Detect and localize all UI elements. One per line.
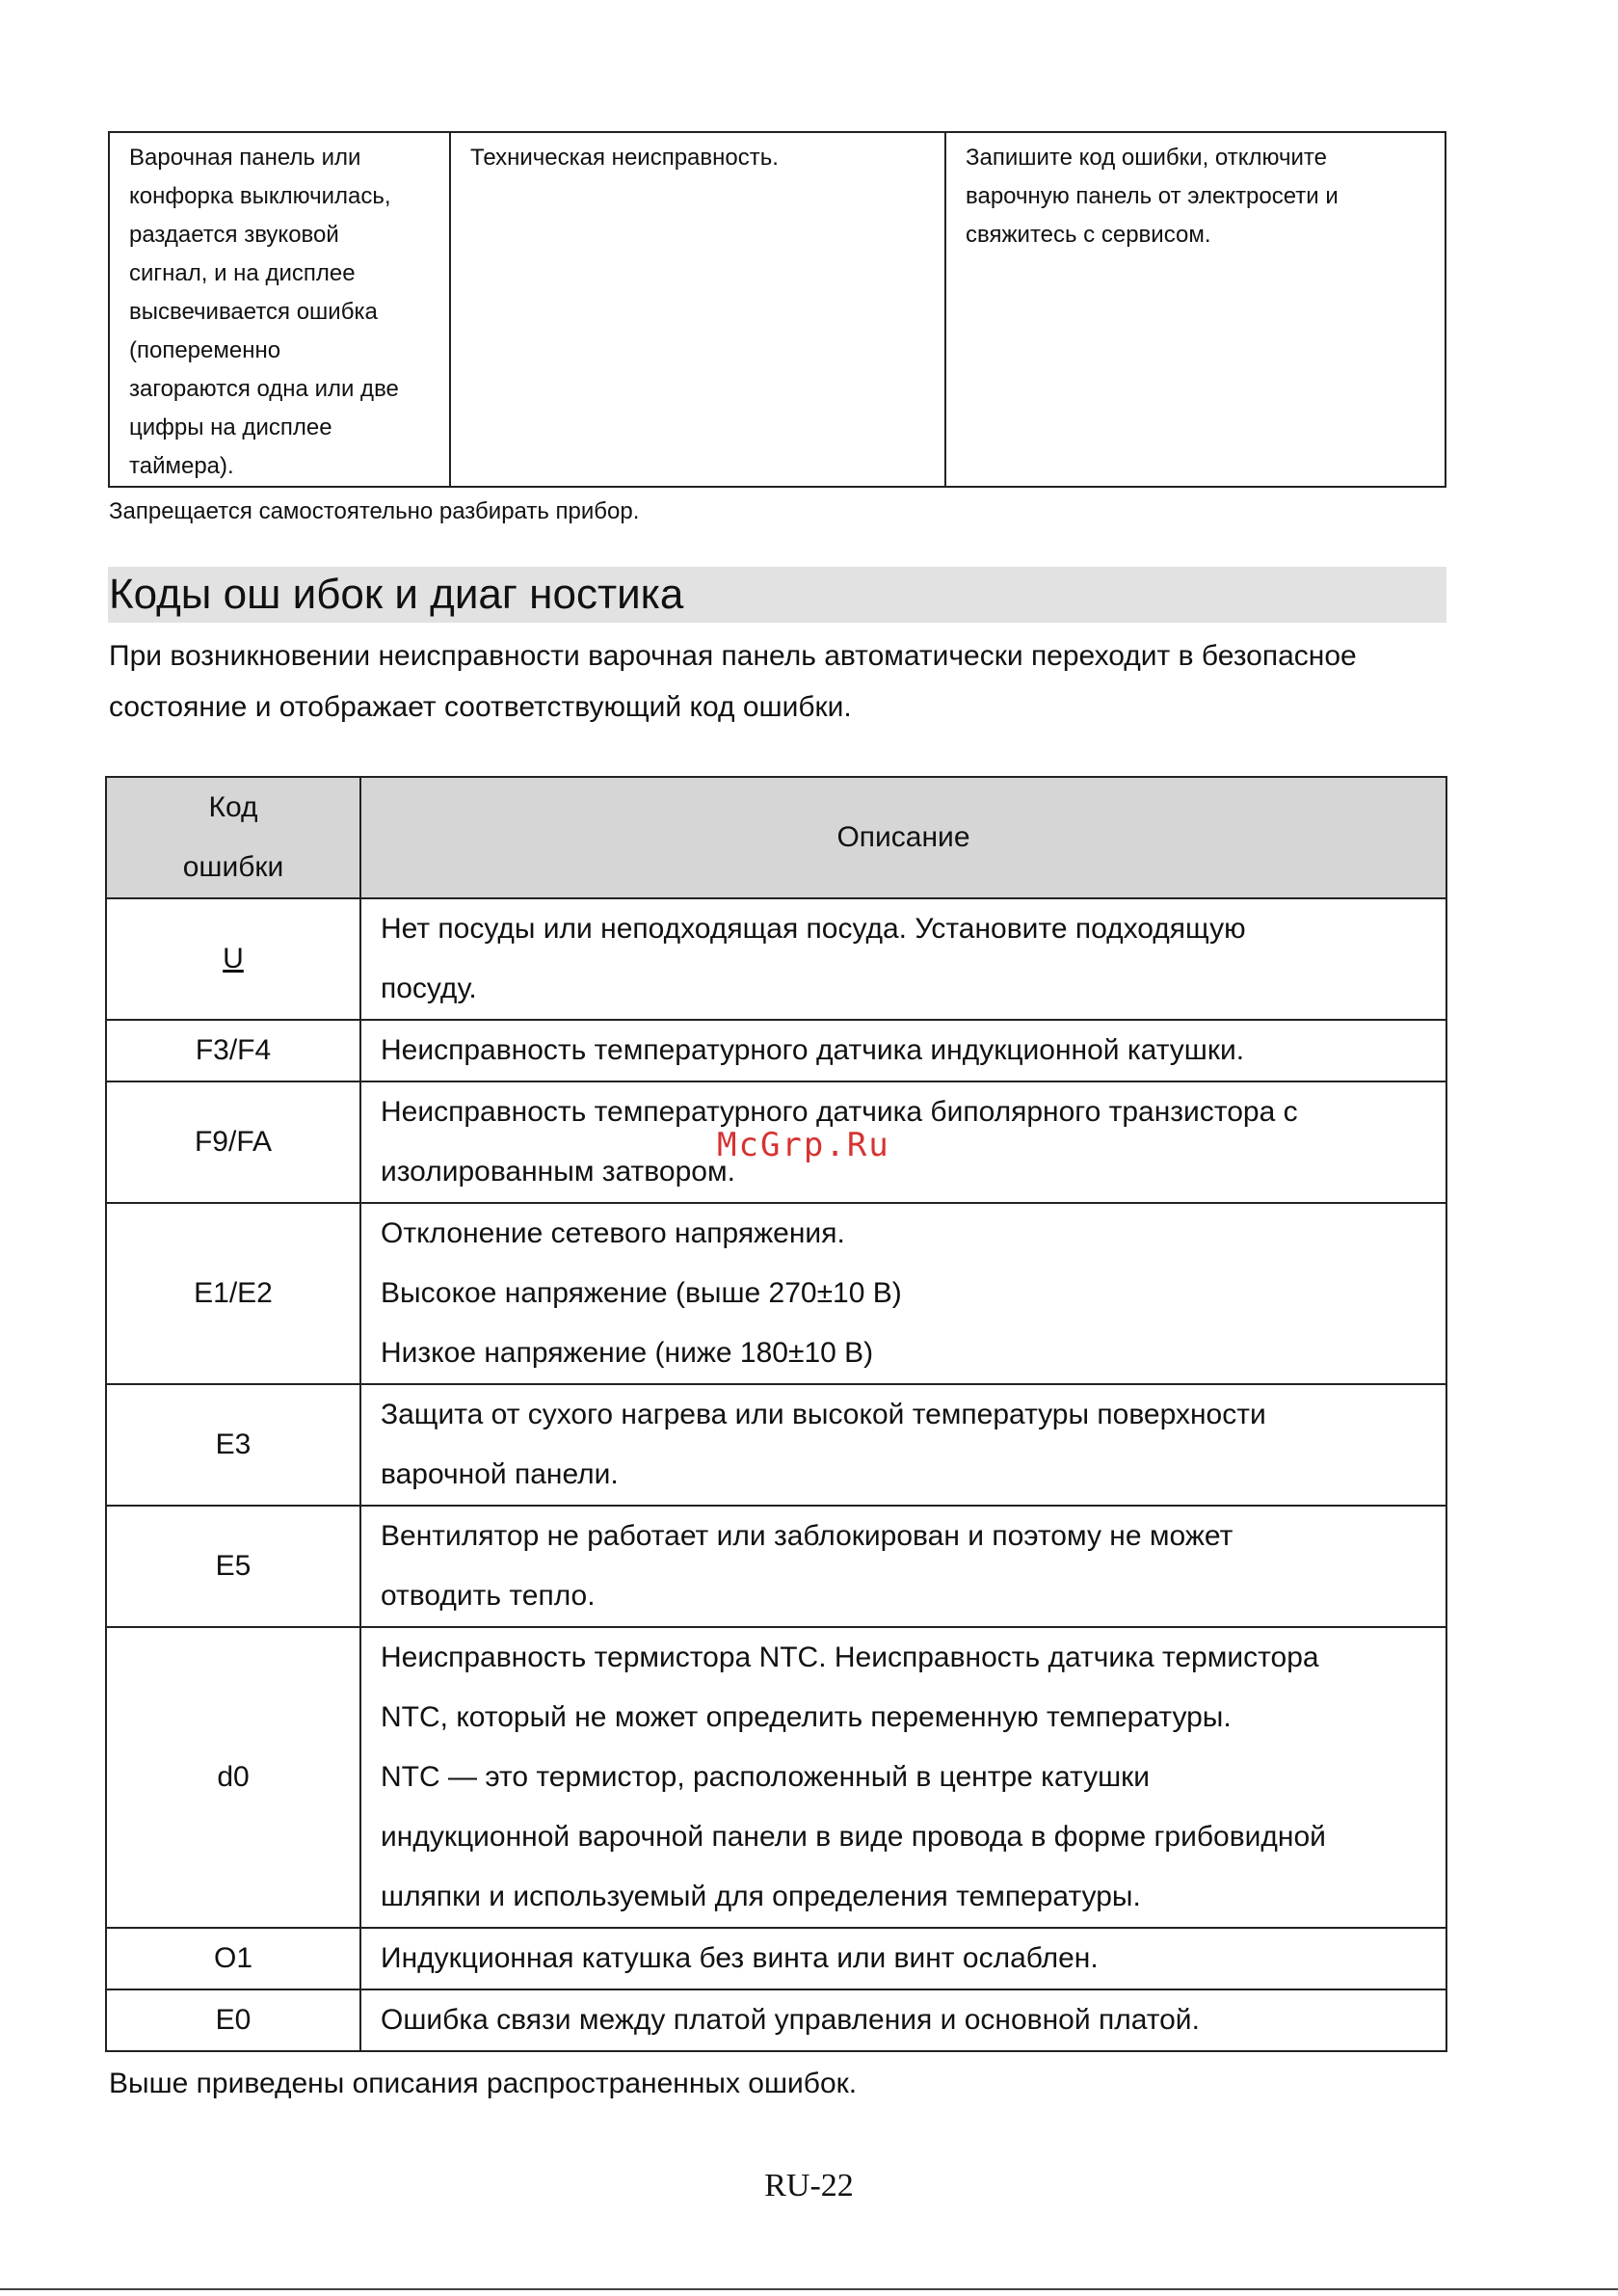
description-line: шляпки и используемый для определения температуры. xyxy=(381,1881,1141,1912)
description-line: Неисправность термистора NTC. Неисправность датчика термистора xyxy=(381,1642,1319,1673)
description-line: изолированным затвором. xyxy=(381,1156,735,1188)
cause-cell xyxy=(450,132,945,487)
text-line: раздается звуковой xyxy=(129,222,339,248)
text-line: таймера). xyxy=(129,453,234,479)
bottom-rule xyxy=(0,2288,1618,2290)
table-row xyxy=(106,1384,1446,1506)
description-line: Низкое напряжение (ниже 180±10 В) xyxy=(381,1337,874,1369)
disassembly-warning: Запрещается самостоятельно разбирать прибор. xyxy=(109,498,640,524)
description-line: Неисправность температурного датчика индукционной катушки. xyxy=(381,1034,1245,1066)
description-line: Высокое напряжение (выше 270±10 В) xyxy=(381,1277,902,1309)
error-code: E5 xyxy=(106,1506,360,1627)
table-row xyxy=(106,1506,1446,1627)
description-line: индукционной варочной панели в виде провода в форме грибовидной xyxy=(381,1821,1326,1853)
text-line: варочную панель от электросети и xyxy=(966,183,1339,209)
header-code-line: ошибки xyxy=(182,851,284,883)
description-line: Отклонение сетевого напряжения. xyxy=(381,1217,845,1249)
text-line: сигнал, и на дисплее xyxy=(129,260,356,286)
watermark: McGrp.Ru xyxy=(717,1126,890,1164)
description-line: NTC, который не может определить переменную температуры. xyxy=(381,1701,1232,1733)
text-line: свяжитесь с сервисом. xyxy=(966,222,1211,248)
description-line: Защита от сухого нагрева или высокой температуры поверхности xyxy=(381,1399,1266,1430)
error-code: d0 xyxy=(106,1627,360,1928)
error-code: O1 xyxy=(106,1928,360,1989)
section-intro xyxy=(109,630,1458,733)
error-description xyxy=(360,1928,1446,1989)
header-code-line: Код xyxy=(208,791,258,823)
table-row xyxy=(109,132,1446,487)
error-codes-table xyxy=(105,776,1447,2052)
description-line: Индукционная катушка без винта или винт ослаблен. xyxy=(381,1942,1099,1974)
error-description xyxy=(360,1627,1446,1928)
text-line: цифры на дисплее xyxy=(129,414,332,441)
table-row xyxy=(106,1020,1446,1081)
description-line: Вентилятор не работает или заблокирован и поэтому не может xyxy=(381,1520,1233,1552)
description-line: отводить тепло. xyxy=(381,1580,596,1612)
error-description xyxy=(360,1203,1446,1384)
error-description xyxy=(360,1020,1446,1081)
text-line: Техническая неисправность. xyxy=(470,145,779,171)
description-line: Нет посуды или неподходящая посуда. Установите подходящую xyxy=(381,913,1246,945)
table-header-row xyxy=(106,777,1446,898)
intro-line: При возникновении неисправности варочная панель автоматически переходит в безопасное xyxy=(109,640,1357,672)
text-line: (попеременно xyxy=(129,337,281,363)
header-code xyxy=(106,777,360,898)
text-line: Запишите код ошибки, отключите xyxy=(966,145,1327,171)
intro-line: состояние и отображает соответствующий код ошибки. xyxy=(109,691,852,723)
description-line: посуду. xyxy=(381,973,477,1004)
description-line: Ошибка связи между платой управления и основной платой. xyxy=(381,2004,1200,2036)
error-code: F3/F4 xyxy=(106,1020,360,1081)
description-line: варочной панели. xyxy=(381,1458,619,1490)
description-line: NTC — это термистор, расположенный в центре катушки xyxy=(381,1761,1151,1793)
error-code: U xyxy=(106,898,360,1020)
description-line: Неисправность температурного датчика биполярного транзистора с xyxy=(381,1096,1298,1128)
section-title: Коды ош ибок и диаг ностика xyxy=(109,571,684,618)
text-line: Варочная панель или xyxy=(129,145,361,171)
text-line: загораются одна или две xyxy=(129,376,399,402)
table-row xyxy=(106,898,1446,1020)
text-line: конфорка выключилась, xyxy=(129,183,391,209)
table-row xyxy=(106,1627,1446,1928)
footer-note: Выше приведены описания распространенных ошибок. xyxy=(109,2068,858,2099)
error-code: E1/E2 xyxy=(106,1203,360,1384)
symptom-cell xyxy=(109,132,450,487)
page-number: RU-22 xyxy=(764,2168,854,2203)
error-description xyxy=(360,1506,1446,1627)
remedy-cell xyxy=(945,132,1446,487)
error-code: E3 xyxy=(106,1384,360,1506)
table-row xyxy=(106,1203,1446,1384)
table-row xyxy=(106,1989,1446,2051)
error-description xyxy=(360,898,1446,1020)
header-description: Описание xyxy=(360,777,1446,898)
error-description xyxy=(360,1384,1446,1506)
troubleshooting-table xyxy=(108,131,1446,488)
error-code: E0 xyxy=(106,1989,360,2051)
error-description xyxy=(360,1081,1446,1203)
table-row xyxy=(106,1928,1446,1989)
error-description xyxy=(360,1989,1446,2051)
text-line: высвечивается ошибка xyxy=(129,299,378,325)
error-code: F9/FA xyxy=(106,1081,360,1203)
